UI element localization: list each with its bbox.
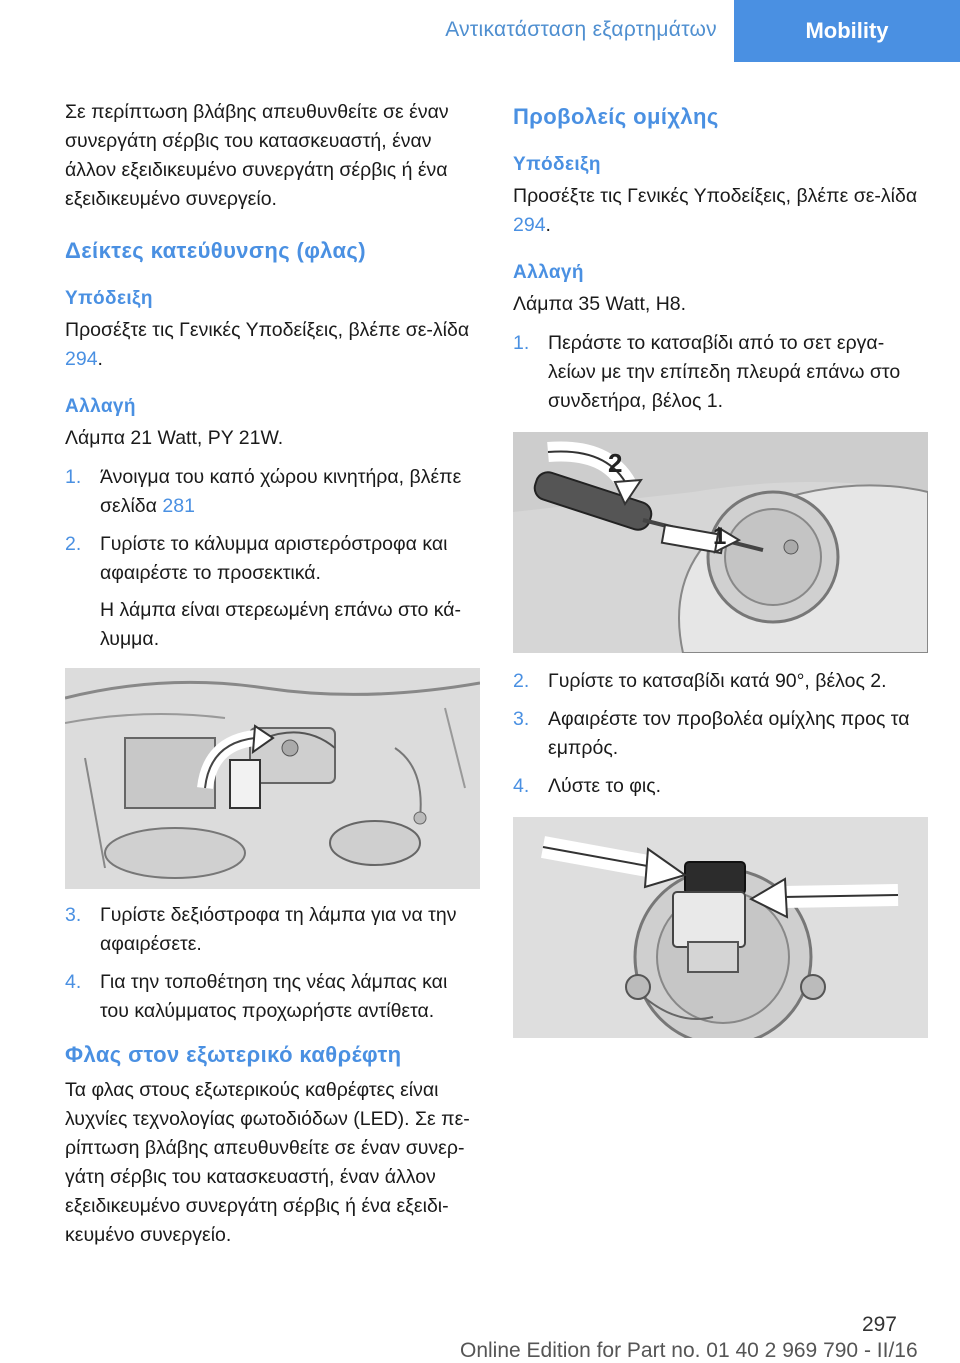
step-text: Αφαιρέστε τον προβολέα ομίχλης προς τα εμπρός. (548, 708, 910, 759)
fog-light-screwdriver-illustration (513, 432, 928, 653)
step-number: 3. (513, 708, 530, 730)
engine-bay-drawing (65, 668, 480, 889)
arrow-label-2: 2 (608, 448, 623, 478)
intro-text: Σε περίπτωση βλάβης απευθυνθείτε σε έναν συνεργάτη σέρβις του κατασκευαστή, έναν άλλον εξειδικευμένο συνεργάτη σέρβις ή ένα εξειδικευμένο συνεργείο. (65, 101, 449, 210)
step-subtext: Η λάμπα είναι στερεωμένη επάνω στο κά‐λυμμα. (100, 599, 462, 650)
right-column (513, 98, 925, 1038)
note-period: . (545, 214, 551, 236)
step-number: 3. (65, 904, 82, 926)
note-body: Προσέξτε τις Γενικές Υποδείξεις, βλέπε σε‐λίδα (513, 185, 918, 207)
left-column (65, 98, 477, 1250)
chapter-tab-label: Mobility (805, 18, 889, 43)
turn-signal-heading: Δείκτες κατεύθυνσης (φλας) (65, 238, 366, 263)
steps-list-a (65, 463, 477, 654)
note-title: Υπόδειξη (513, 154, 601, 175)
step-number: 1. (513, 332, 530, 354)
mirror-text: Τα φλας στους εξωτερικούς καθρέφτες είναι λυχνίες τεχνολογίας φωτοδιόδων (LED). Σε πε‐ρίπτωση βλάβης απευθυνθείτε σε έναν συνερ‐γάτη σέρβις του κατασκευαστή, έναν άλλον εξειδικευμένο συνεργάτη σέρβις ή ένα εξειδι‐κευμένο συνεργείο. (65, 1079, 470, 1246)
list-item (65, 968, 477, 1026)
step-text: Γυρίστε δεξιόστροφα τη λάμπα για να την αφαιρέσετε. (100, 904, 457, 955)
page-link[interactable]: 281 (162, 495, 195, 517)
note-page-link[interactable]: 294 (513, 214, 546, 236)
section-title: Αντικατάσταση εξαρτημάτων (445, 18, 717, 41)
fog-light-plug-illustration (513, 817, 928, 1038)
note-text (65, 316, 477, 374)
steps-list-a (513, 329, 925, 416)
step-number: 2. (513, 670, 530, 692)
step-number: 1. (65, 466, 82, 488)
chapter-tab[interactable] (734, 0, 960, 62)
list-item (513, 772, 925, 801)
steps-list-b (65, 901, 477, 1026)
step-number: 4. (513, 775, 530, 797)
mirror-signal-heading: Φλας στον εξωτερικό καθρέφτη (65, 1042, 402, 1067)
page-number: 297 (861, 1313, 897, 1336)
step-text: Για την τοποθέτηση της νέας λάμπας και του καλύμματος προχωρήστε αντίθετα. (100, 971, 448, 1022)
note-title: Υπόδειξη (65, 288, 153, 309)
step-text: Γυρίστε το κατσαβίδι κατά 90°, βέλος 2. (548, 670, 887, 692)
change-title: Αλλαγή (513, 262, 584, 283)
note-period: . (97, 348, 103, 370)
list-item (513, 329, 925, 416)
change-title: Αλλαγή (65, 396, 136, 417)
note-text (513, 182, 925, 240)
step-number: 4. (65, 971, 82, 993)
engine-bay-illustration (65, 668, 480, 889)
screwdriver-drawing (513, 432, 928, 653)
page-header (0, 0, 960, 62)
fog-lights-heading: Προβολείς ομίχλης (513, 104, 719, 129)
list-item (65, 530, 477, 654)
note-page-link[interactable]: 294 (65, 348, 98, 370)
step-text: Γυρίστε το κάλυμμα αριστερόστροφα και αφαιρέστε το προσεκτικά. (100, 533, 448, 584)
change-text: Λάμπα 35 Watt, H8. (513, 293, 687, 315)
edition-text: Online Edition for Part no. 01 40 2 969 790 - II/16 (460, 1339, 918, 1362)
list-item (65, 901, 477, 959)
plug-drawing (513, 817, 928, 1038)
step-text: Περάστε το κατσαβίδι από το σετ εργα‐λείων με την επίπεδη πλευρά επάνω στο συνδετήρα, βέλος 1. (548, 332, 901, 412)
list-item (65, 463, 477, 521)
list-item (513, 667, 925, 696)
steps-list-b (513, 667, 925, 801)
step-number: 2. (65, 533, 82, 555)
step-text: Λύστε το φις. (548, 775, 662, 797)
note-body: Προσέξτε τις Γενικές Υποδείξεις, βλέπε σε‐λίδα (65, 319, 470, 341)
list-item (513, 705, 925, 763)
change-text: Λάμπα 21 Watt, PY 21W. (65, 427, 284, 449)
arrow-label-1: 1 (713, 523, 727, 550)
step-text: Άνοιγμα του καπό χώρου κινητήρα, βλέπε σελίδα (100, 466, 462, 517)
